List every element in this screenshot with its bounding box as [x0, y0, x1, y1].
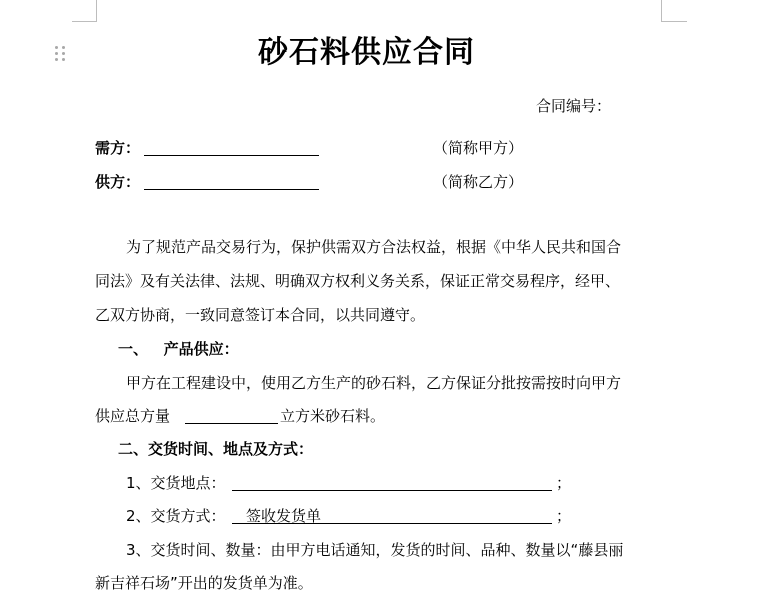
page-corner-mark-right [661, 0, 662, 22]
contract-number-label: 合同编号： [536, 97, 612, 115]
page-corner-mark-left [96, 0, 97, 22]
document-title: 砂石料供应合同 [258, 35, 475, 70]
semicolon: ； [556, 507, 572, 525]
supplier-name-field[interactable] [144, 189, 319, 190]
page-corner-mark-right [661, 21, 687, 22]
buyer-name-field[interactable] [144, 155, 319, 156]
delivery-time-text: 新吉祥石场”开出的发货单为准。 [95, 574, 313, 592]
supplier-short-name: （简称乙方） [433, 173, 524, 191]
buyer-label: 需方： [95, 139, 141, 157]
section-1-text: 供应总方量 [95, 407, 171, 425]
intro-line: 为了规范产品交易行为，保护供需双方合法权益，根据《中华人民共和国合 [126, 238, 622, 256]
delivery-location-label: 1、交货地点： [126, 474, 226, 492]
delivery-location-field[interactable] [232, 490, 552, 491]
intro-line: 乙双方协商，一致同意签订本合同，以共同遵守。 [95, 306, 426, 324]
section-2-heading: 二、交货时间、地点及方式： [118, 440, 314, 458]
delivery-method-label: 2、交货方式： [126, 507, 226, 525]
drag-handle-icon[interactable] [55, 46, 67, 60]
section-1-text: 甲方在工程建设中，使用乙方生产的砂石料，乙方保证分批按需按时向甲方 [126, 374, 622, 392]
supplier-label: 供方： [95, 173, 141, 191]
total-volume-field[interactable] [185, 423, 278, 424]
page-corner-mark-left [72, 21, 97, 22]
delivery-time-text: 3、交货时间、数量：由甲方电话通知，发货的时间、品种、数量以“藤县丽 [126, 541, 624, 559]
intro-line: 同法》及有关法律、法规、明确双方权利义务关系，保证正常交易程序，经甲、 [95, 272, 621, 290]
delivery-method-value: 签收发货单 [246, 507, 322, 525]
section-1-heading: 一、 产品供应： [118, 340, 239, 358]
section-1-text: 立方米砂石料。 [280, 407, 386, 425]
buyer-short-name: （简称甲方） [433, 139, 524, 157]
semicolon: ； [556, 474, 572, 492]
